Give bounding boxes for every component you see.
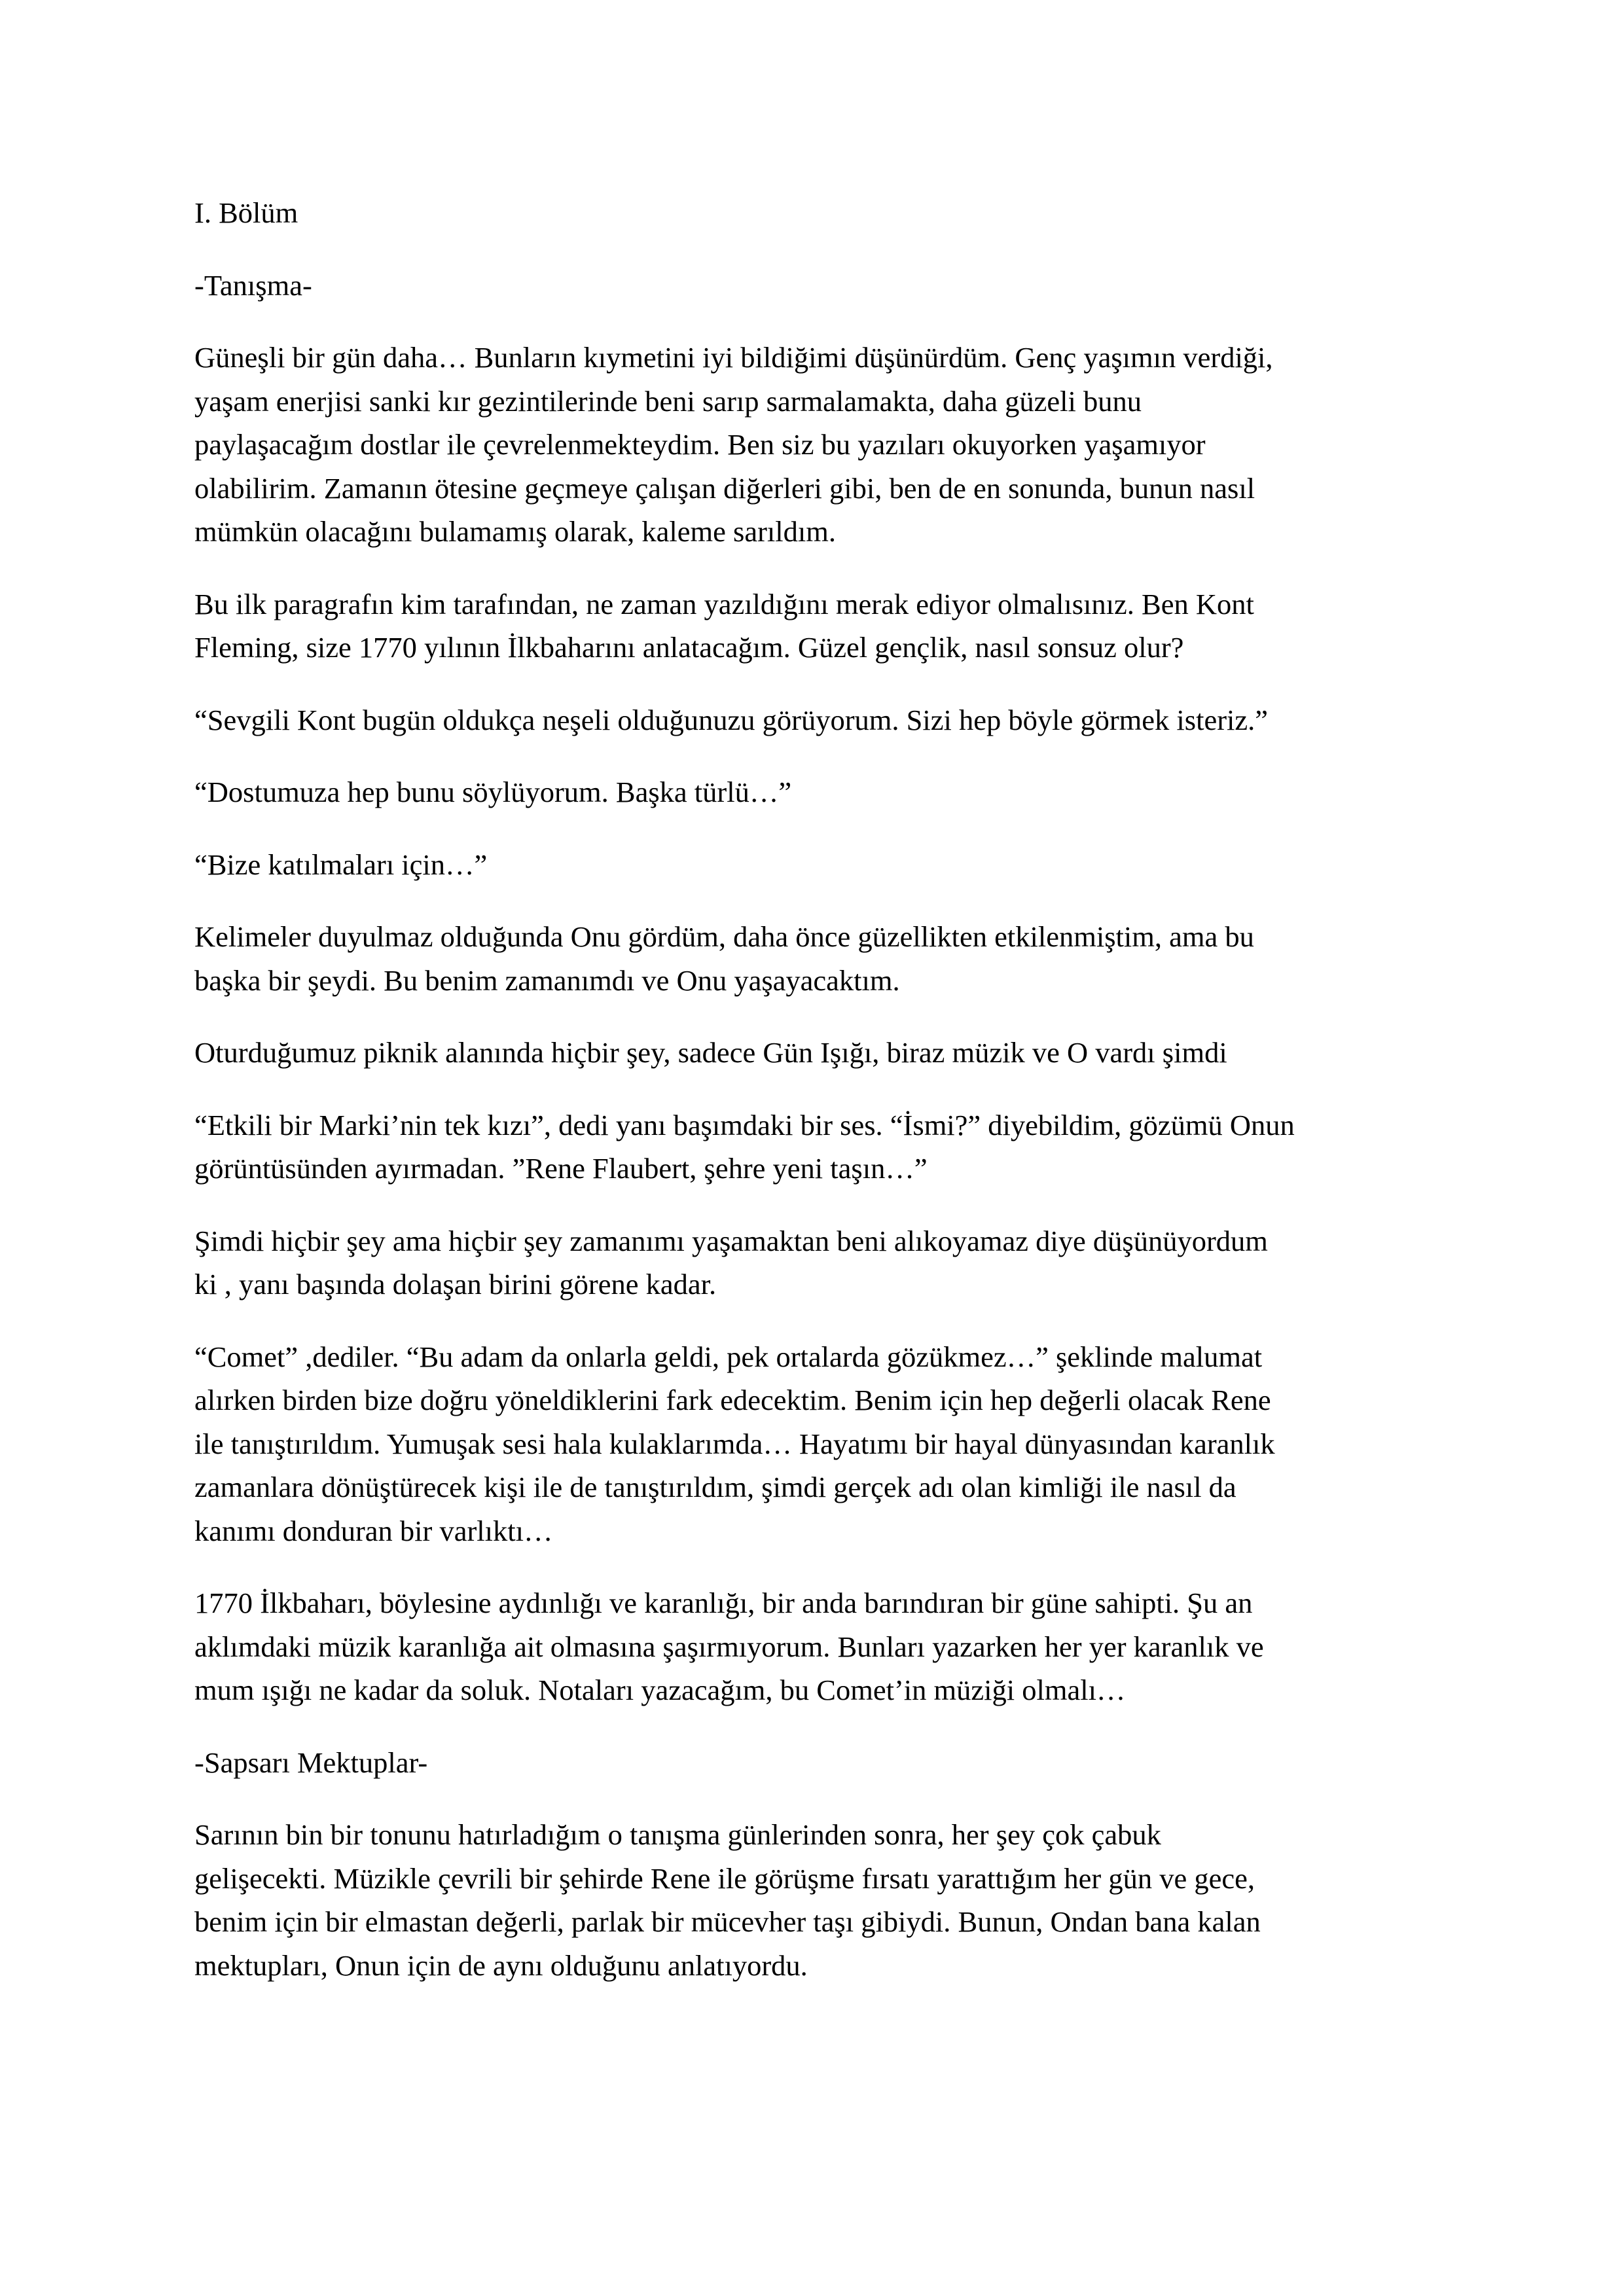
paragraph-line: mümkün olacağını bulamamış olarak, kaleme sarıldım. (194, 515, 836, 548)
paragraph-line: Bu ilk paragrafın kim tarafından, ne zaman yazıldığını merak ediyor olmalısınız. Ben Kont (194, 587, 1254, 620)
paragraph (194, 336, 1438, 554)
paragraph-line: aklımdaki müzik karanlığa ait olmasına şaşırmıyorum. Bunları yazarken her yer karanlık ve (194, 1630, 1264, 1663)
paragraph (194, 698, 1438, 742)
paragraph-line: benim için bir elmastan değerli, parlak bir mücevher taşı gibiydi. Bunun, Ondan bana kalan (194, 1905, 1261, 1938)
paragraph-line: başka bir şeydi. Bu benim zamanımdı ve Onu yaşayacaktım. (194, 963, 900, 997)
paragraph-line: gelişecekti. Müzikle çevrili bir şehirde Rene ile görüşme fırsatı yarattığım her gün ve gece, (194, 1861, 1255, 1895)
paragraph-line: mum ışığı ne kadar da soluk. Notaları yazacağım, bu Comet’in müziği olmalı… (194, 1674, 1126, 1706)
paragraph-line: yaşam enerjisi sanki kır gezintilerinde beni sarıp sarmalamakta, daha güzeli bunu (194, 384, 1142, 418)
paragraph-line: “Etkili bir Marki’nin tek kızı”, dedi yanı başımdaki bir ses. “İsmi?” diyebildim, gözümü Onun (194, 1108, 1295, 1141)
paragraph (194, 915, 1438, 1002)
document-body (194, 191, 1438, 2016)
paragraph-line: Kelimeler duyulmaz olduğunda Onu gördüm, daha önce güzellikten etkilenmiştim, ama bu (194, 920, 1254, 953)
paragraph-line: 1770 İlkbaharı, böylesine aydınlığı ve karanlığı, bir anda barındıran bir güne sahipti. Şu an (194, 1587, 1253, 1619)
paragraph-line: ile tanıştırıldım. Yumuşak sesi hala kulaklarımda… Hayatımı bir hayal dünyasından karanlık (194, 1427, 1275, 1460)
paragraph-line: mektupları, Onun için de aynı olduğunu anlatıyordu. (194, 1948, 808, 1982)
section-title-tanisma (194, 264, 1438, 308)
chapter-title (194, 191, 1438, 235)
paragraph-line: alırken birden bize doğru yöneldiklerini fark edecektim. Benim için hep değerli olacak Rene (194, 1384, 1271, 1416)
paragraph-line: paylaşacağım dostlar ile çevrelenmekteydim. Ben siz bu yazıları okuyorken yaşamıyor (194, 428, 1206, 461)
section-2-paragraphs (194, 1813, 1438, 1987)
paragraph-line: kanımı donduran bir varlıktı… (194, 1514, 553, 1547)
paragraph (194, 843, 1438, 887)
paragraph (194, 770, 1438, 814)
paragraph (194, 1581, 1438, 1712)
paragraph (194, 1031, 1438, 1075)
paragraph (194, 1813, 1438, 1987)
section-title-text: -Tanışma- (194, 268, 312, 302)
paragraph-line: Güneşli bir gün daha… Bunların kıymetini iyi bildiğimi düşünürdüm. Genç yaşımın verdiği, (194, 341, 1273, 374)
paragraph (194, 1335, 1438, 1553)
paragraph-line: olabilirim. Zamanın ötesine geçmeye çalışan diğerleri gibi, ben de en sonunda, bunun nasıl (194, 471, 1255, 505)
paragraph-line: Oturduğumuz piknik alanında hiçbir şey, sadece Gün Işığı, biraz müzik ve O vardı şimdi (194, 1036, 1227, 1069)
paragraph-line: Şimdi hiçbir şey ama hiçbir şey zamanımı yaşamaktan beni alıkoyamaz diye düşünüyordum (194, 1224, 1268, 1257)
paragraph (194, 1103, 1438, 1191)
paragraph-line: “Sevgili Kont bugün oldukça neşeli olduğunuzu görüyorum. Sizi hep böyle görmek isteriz.” (194, 703, 1269, 736)
paragraph-line: görüntüsünden ayırmadan. ”Rene Flaubert, şehre yeni taşın…” (194, 1152, 928, 1185)
paragraph-line: ki , yanı başında dolaşan birini görene kadar. (194, 1268, 717, 1300)
paragraph (194, 1219, 1438, 1306)
chapter-title-text: I. Bölüm (194, 196, 298, 229)
paragraph-line: Sarının bin bir tonunu hatırladığım o tanışma günlerinden sonra, her şey çok çabuk (194, 1818, 1161, 1851)
paragraph-line: “Bize katılmaları için…” (194, 848, 488, 881)
paragraph (194, 583, 1438, 670)
paragraph-line: “Dostumuza hep bunu söylüyorum. Başka türlü…” (194, 776, 792, 808)
section-title-sapsari-mektuplar (194, 1741, 1438, 1785)
section-1-paragraphs (194, 336, 1438, 1712)
section-title-text: -Sapsarı Mektuplar- (194, 1746, 428, 1779)
paragraph-line: Fleming, size 1770 yılının İlkbaharını anlatacağım. Güzel gençlik, nasıl sonsuz olur? (194, 631, 1184, 664)
paragraph-line: zamanlara dönüştürecek kişi ile de tanıştırıldım, şimdi gerçek adı olan kimliği ile nasıl da (194, 1471, 1236, 1503)
paragraph-line: “Comet” ,dediler. “Bu adam da onlarla geldi, pek ortalarda gözükmez…” şeklinde malumat (194, 1340, 1263, 1373)
